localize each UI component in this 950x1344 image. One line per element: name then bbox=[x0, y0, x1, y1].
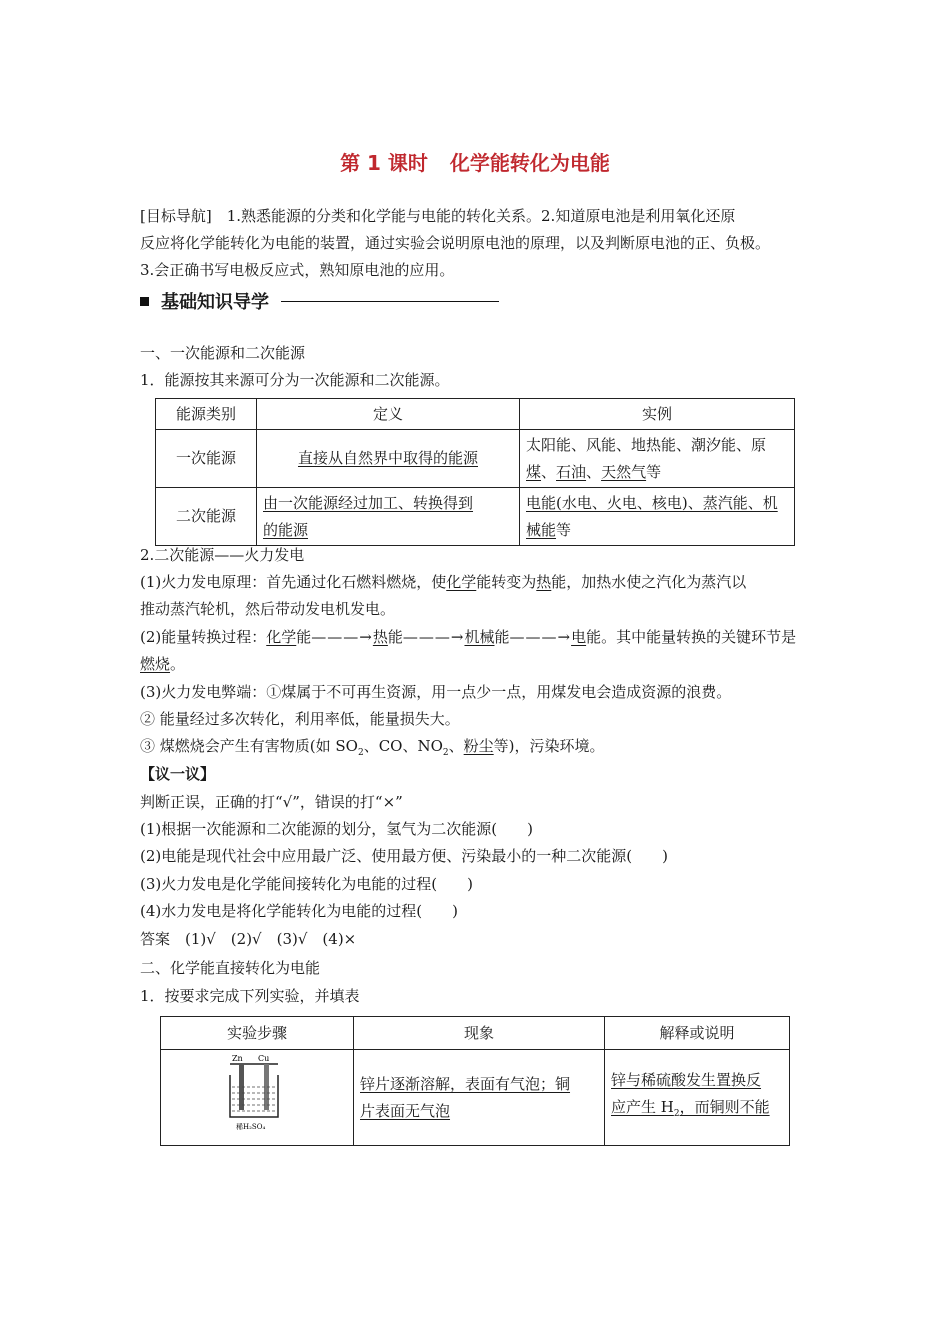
goals-line-2: 反应将化学能转化为电能的装置，通过实验会说明原电池的原理，以及判断原电池的正、负极。 bbox=[140, 234, 771, 252]
blank-mechanical: 机械 bbox=[464, 628, 495, 646]
cu-label: Cu bbox=[258, 1054, 270, 1063]
lesson-name: 化学能转化为电能 bbox=[449, 151, 610, 175]
subscript: 2 bbox=[442, 748, 449, 758]
text: 。 bbox=[170, 655, 186, 673]
part1-heading: 一、一次能源和二次能源 bbox=[140, 344, 306, 362]
header-definition: 定义 bbox=[257, 399, 520, 430]
answer-line: 答案 (1)√ (2)√ (3)√ (4)× bbox=[140, 930, 357, 948]
row1-definition-text: 直接从自然界中取得的能源 bbox=[297, 449, 478, 467]
part2-item1: 1．按要求完成下列实验，并填表 bbox=[140, 987, 360, 1005]
arrow-icon: ———→ bbox=[311, 628, 373, 646]
principle-line1 bbox=[140, 569, 746, 596]
table-header-row bbox=[161, 1017, 790, 1050]
example-tail: 等 bbox=[646, 462, 662, 481]
energy-table bbox=[155, 398, 795, 546]
example-gas: 天然气 bbox=[601, 462, 647, 481]
question-2: (2)电能是现代社会中应用最广泛、使用最方便、污染最小的一种二次能源( ) bbox=[140, 847, 668, 865]
blank-heat: 热 bbox=[372, 628, 388, 646]
text: 能转变为 bbox=[476, 573, 537, 591]
question-3: (3)火力发电是化学能间接转化为电能的过程( ) bbox=[140, 875, 473, 893]
row1-example bbox=[520, 430, 795, 488]
goals-line-1: [目标导航] 1.熟悉能源的分类和化学能与电能的转化关系。2.知道原电池是利用氧化还原 bbox=[140, 207, 736, 225]
solution-label: 稀H₂SO₄ bbox=[236, 1123, 266, 1131]
arrow-icon: ———→ bbox=[402, 628, 465, 646]
section-rule bbox=[281, 301, 499, 302]
example-coal: 煤 bbox=[526, 462, 542, 481]
example-sep: 、 bbox=[541, 462, 557, 481]
table-row bbox=[156, 430, 795, 488]
phenomenon-line2: 片表面无气泡 bbox=[360, 1101, 451, 1120]
header-type: 能源类别 bbox=[156, 399, 257, 430]
drawback-line1: (3)火力发电弊端：①煤属于不可再生资源，用一点少一点，用煤发电会造成资源的浪费。 bbox=[140, 683, 732, 701]
subscript: 2 bbox=[357, 748, 364, 758]
row1-example-line2 bbox=[526, 459, 788, 486]
experiment-diagram-cell bbox=[161, 1050, 354, 1146]
row2-type: 二次能源 bbox=[156, 488, 257, 546]
question-4: (4)水力发电是将化学能转化为电能的过程( ) bbox=[140, 902, 458, 920]
part1-item1: 1．能源按其来源可分为一次能源和二次能源。 bbox=[140, 371, 450, 389]
text: 能，加热水使之汽化为蒸汽以 bbox=[551, 573, 747, 591]
arrow-icon: ———→ bbox=[509, 628, 572, 646]
example-sep: 、 bbox=[586, 462, 602, 481]
blank-chemical: 化学 bbox=[266, 628, 297, 646]
page-title bbox=[0, 147, 950, 176]
solution-lines bbox=[232, 1087, 276, 1111]
beaker-diagram bbox=[222, 1051, 292, 1135]
header-explanation: 解释或说明 bbox=[605, 1017, 790, 1050]
experiment-table bbox=[160, 1016, 790, 1146]
explanation-line2 bbox=[611, 1094, 783, 1128]
part2-heading: 二、化学能直接转化为电能 bbox=[140, 959, 321, 977]
row2-example bbox=[520, 488, 795, 546]
row1-definition bbox=[257, 430, 520, 488]
section-heading-text: 基础知识导学 bbox=[161, 292, 269, 313]
blank-combustion: 燃烧 bbox=[140, 655, 171, 673]
table-row bbox=[161, 1050, 790, 1146]
example-mech: 械能 bbox=[526, 520, 557, 539]
discuss-intro: 判断正误，正确的打“√”，错误的打“×” bbox=[140, 793, 403, 811]
row2-definition-line2: 的能源 bbox=[263, 520, 309, 539]
blank-chemical: 化学 bbox=[446, 573, 477, 591]
conversion-line2 bbox=[140, 651, 185, 678]
principle-line2: 推动蒸汽轮机，然后带动发电机发电。 bbox=[140, 600, 396, 618]
subscript: 2 bbox=[673, 1109, 680, 1119]
text: 能 bbox=[387, 628, 403, 646]
header-phenomenon: 现象 bbox=[354, 1017, 605, 1050]
blank-dust: 粉尘 bbox=[463, 737, 494, 755]
conversion-line1 bbox=[140, 624, 796, 651]
drawback-line2: ② 能量经过多次转化，利用率低，能量损失大。 bbox=[140, 710, 460, 728]
text: 能 bbox=[296, 628, 312, 646]
row1-type: 一次能源 bbox=[156, 430, 257, 488]
question-1: (1)根据一次能源和二次能源的划分，氢气为二次能源( ) bbox=[140, 820, 533, 838]
goals-line-3: 3.会正确书写电极反应式，熟知原电池的应用。 bbox=[140, 261, 455, 279]
text: 能 bbox=[494, 628, 510, 646]
row2-definition-line1: 由一次能源经过加工、转换得到 bbox=[263, 493, 474, 512]
header-steps: 实验步骤 bbox=[161, 1017, 354, 1050]
explanation-line1: 锌与稀硫酸发生置换反 bbox=[611, 1071, 762, 1089]
text: 、CO、NO bbox=[363, 737, 443, 755]
row2-example-line1: 电能(水电、火电、核电)、蒸汽能、机 bbox=[526, 493, 778, 512]
text: 等)，污染环境。 bbox=[493, 737, 605, 755]
text: (1)火力发电原理：首先通过化石燃料燃烧，使 bbox=[140, 573, 447, 591]
phenomenon-line1: 锌片逐渐溶解，表面有气泡；铜 bbox=[360, 1074, 571, 1093]
row2-definition bbox=[257, 488, 520, 546]
phenomenon-cell bbox=[354, 1050, 605, 1146]
text: ③ 煤燃烧会产生有害物质(如 SO bbox=[140, 737, 358, 755]
text: 应产生 H bbox=[611, 1098, 674, 1116]
example-oil: 石油 bbox=[556, 462, 587, 481]
square-bullet-icon bbox=[140, 297, 149, 306]
table-row bbox=[156, 488, 795, 546]
section-heading bbox=[140, 288, 499, 314]
text: (2)能量转换过程： bbox=[140, 628, 267, 646]
header-example: 实例 bbox=[520, 399, 795, 430]
row1-example-line1: 太阳能、风能、地热能、潮汐能、原 bbox=[526, 435, 767, 454]
text: 能。其中能量转换的关键环节是 bbox=[586, 628, 797, 646]
text: ，而铜则不能 bbox=[679, 1098, 770, 1116]
discuss-heading: 【议一议】 bbox=[140, 765, 216, 783]
part1-item2: 2.二次能源——火力发电 bbox=[140, 546, 305, 564]
blank-heat: 热 bbox=[536, 573, 552, 591]
lesson-number: 第 1 课时 bbox=[340, 151, 428, 175]
zn-label: Zn bbox=[232, 1054, 243, 1063]
explanation-cell bbox=[605, 1050, 790, 1146]
blank-electric: 电 bbox=[571, 628, 587, 646]
text: 、 bbox=[448, 737, 464, 755]
table-header-row bbox=[156, 399, 795, 430]
row2-example-line2 bbox=[526, 517, 788, 544]
example-tail: 等 bbox=[556, 520, 572, 539]
